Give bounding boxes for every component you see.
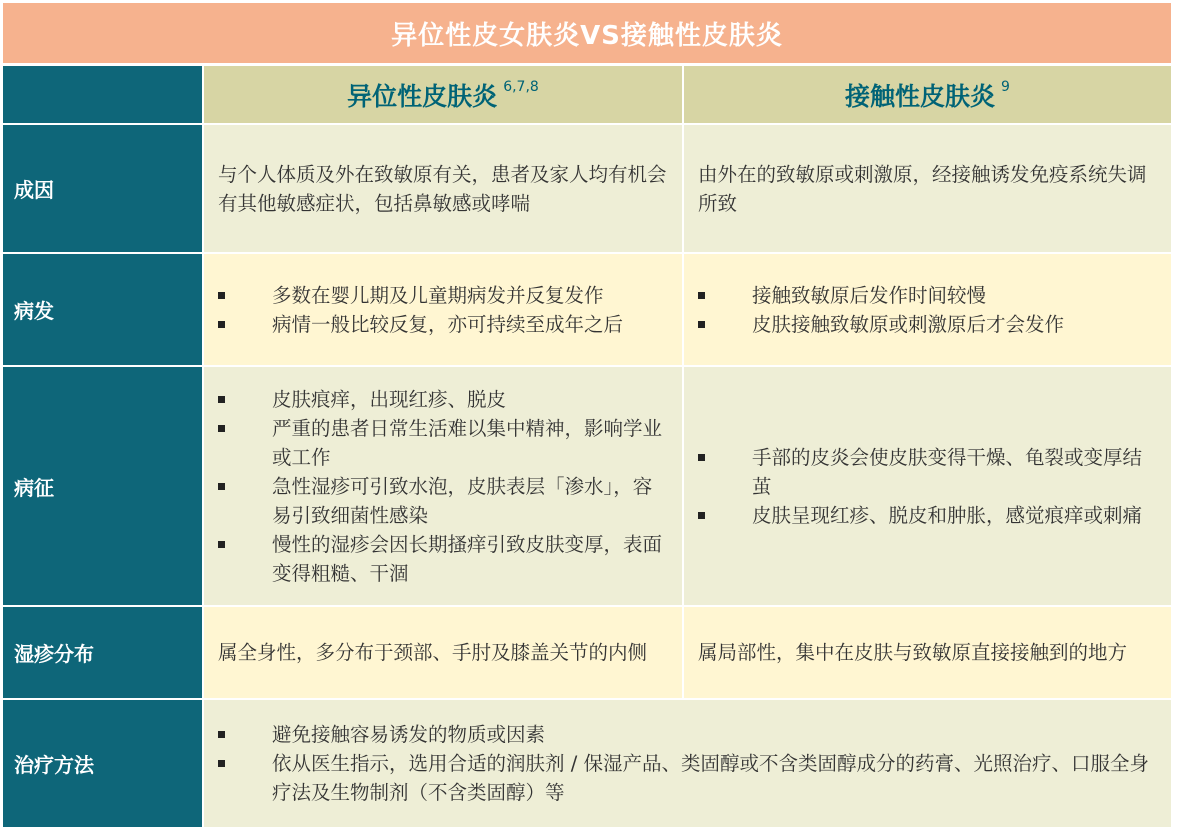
list-item: 急性湿疹可引致水泡，皮肤表层「渗水」，容易引致细菌性感染: [218, 472, 668, 530]
column-header-atopic-label: 异位性皮肤炎: [347, 81, 498, 111]
cause-atopic-cell: [204, 125, 682, 252]
symptoms-contact-list: [698, 443, 1157, 530]
onset-contact-cell: [684, 254, 1171, 365]
onset-contact-list: [698, 281, 1157, 339]
row-header-onset: 病发: [3, 254, 202, 365]
cause-atopic-text: 与个人体质及外在致敏原有关，患者及家人均有机会有其他敏感症状，包括鼻敏感或哮喘: [218, 162, 667, 215]
symptoms-contact-cell: [684, 367, 1171, 605]
corner-cell: [3, 66, 202, 123]
list-item: 慢性的湿疹会因长期搔痒引致皮肤变厚，表面变得粗糙、干涸: [218, 530, 668, 588]
list-item: 手部的皮炎会使皮肤变得干燥、龟裂或变厚结茧: [698, 443, 1157, 501]
list-item: 皮肤痕痒，出现红疹、脱皮: [218, 385, 668, 414]
cause-contact-text: 由外在的致敏原或刺激原，经接触诱发免疫系统失调所致: [698, 162, 1147, 215]
treatment-list: [218, 720, 1157, 807]
row-header-distribution: 湿疹分布: [3, 607, 202, 698]
list-item: 避免接触容易诱发的物质或因素: [218, 720, 1157, 749]
onset-atopic-list: [218, 281, 668, 339]
table-title: 异位性皮女肤炎VS接触性皮肤炎: [3, 3, 1171, 63]
column-header-atopic-refs: 6,7,8: [503, 78, 539, 95]
distribution-contact-text: 属局部性，集中在皮肤与致敏原直接接触到的地方: [698, 641, 1128, 664]
column-header-contact-label: 接触性皮肤炎: [845, 81, 996, 111]
distribution-atopic-cell: [204, 607, 682, 698]
column-header-atopic: [204, 66, 682, 123]
distribution-contact-cell: [684, 607, 1171, 698]
row-header-symptoms: 病征: [3, 367, 202, 605]
row-header-cause: 成因: [3, 125, 202, 252]
symptoms-atopic-list: [218, 385, 668, 588]
list-item: 依从医生指示，选用合适的润肤剂 / 保湿产品、类固醇或不含类固醇成分的药膏、光照治疗、口服全身疗法及生物制剂（不含类固醇）等: [218, 749, 1157, 807]
onset-atopic-cell: [204, 254, 682, 365]
list-item: 严重的患者日常生活难以集中精神，影响学业或工作: [218, 414, 668, 472]
row-header-treatment: 治疗方法: [3, 700, 202, 827]
treatment-cell: [204, 700, 1171, 827]
distribution-atopic-text: 属全身性，多分布于颈部、手肘及膝盖关节的内侧: [218, 641, 648, 664]
comparison-table: [3, 66, 1171, 834]
column-header-contact: [684, 66, 1171, 123]
column-header-contact-refs: 9: [1001, 78, 1010, 95]
list-item: 皮肤接触致敏原或刺激原后才会发作: [698, 310, 1157, 339]
list-item: 接触致敏原后发作时间较慢: [698, 281, 1157, 310]
list-item: 病情一般比较反复，亦可持续至成年之后: [218, 310, 668, 339]
list-item: 多数在婴儿期及儿童期病发并反复发作: [218, 281, 668, 310]
symptoms-atopic-cell: [204, 367, 682, 605]
cause-contact-cell: [684, 125, 1171, 252]
list-item: 皮肤呈现红疹、脱皮和肿胀，感觉痕痒或刺痛: [698, 501, 1157, 530]
